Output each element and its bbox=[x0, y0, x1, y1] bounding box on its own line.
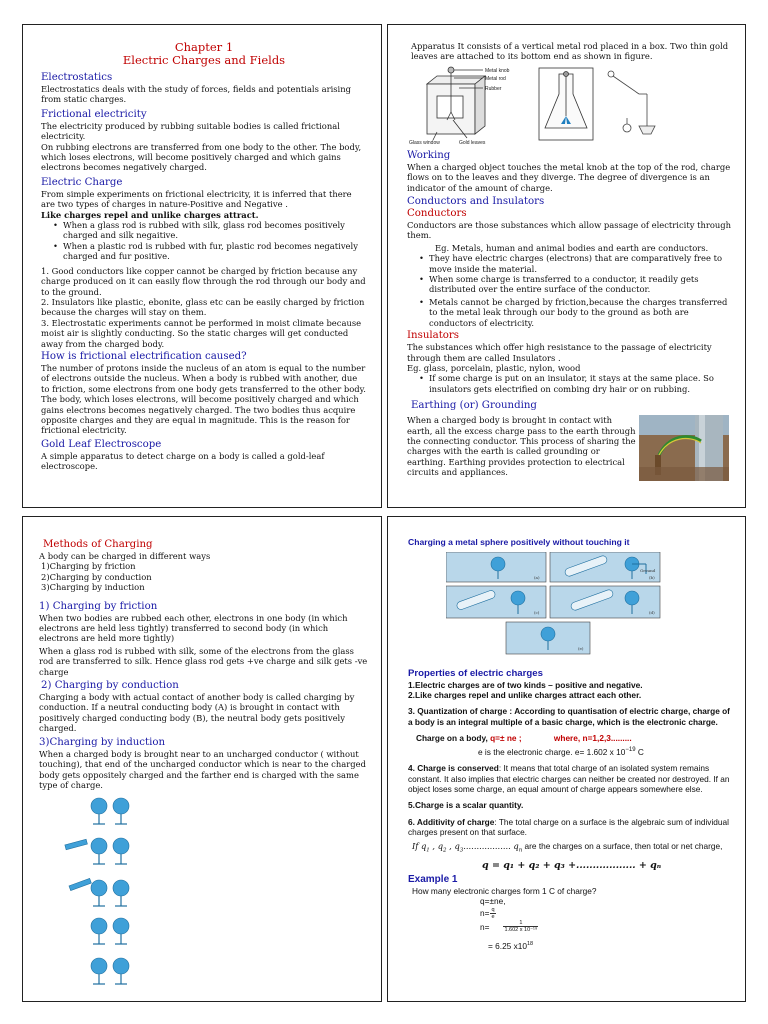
where-text: where, n=1,2,3......... bbox=[553, 732, 632, 743]
charge-equation-line bbox=[408, 733, 733, 743]
page-2 bbox=[387, 24, 746, 508]
sphere-charging-figure bbox=[446, 552, 666, 656]
property-3-text: : According to quantisation of electric charge, charge of a body is an integral multiple of a basic charge, which is the electronic charge. bbox=[408, 706, 730, 727]
label-a: (a) bbox=[534, 574, 540, 580]
page-3 bbox=[22, 516, 382, 1002]
charge-eq-label: Charge on a body, bbox=[416, 732, 491, 743]
insulators-heading: Insulators bbox=[407, 330, 460, 342]
gold-leaf-heading: Gold Leaf Electroscope bbox=[41, 438, 162, 450]
induction-text: When a charged body is brought near to an uncharged conductor ( without touching), that end of the uncharged conductor which is near to the charged body gets oppositely charged and the farther end is charged with the same type of charge. bbox=[39, 748, 366, 790]
label-glass-window: Glass window bbox=[409, 139, 440, 146]
example-step-2: n= $\frac{q}{e}$ bbox=[480, 906, 495, 920]
earthing-heading: Earthing (or) Grounding bbox=[411, 400, 537, 412]
list-item: • If some charge is put on an insulator, it stays at the same place. So insulators gets electrified on combing dry hair or on rubbing. bbox=[419, 373, 733, 394]
label-rubber: Rubber bbox=[485, 85, 502, 92]
friction-text-2: When a glass rod is rubbed with silk, some of the electrons from the glass rod are transferred to silk. Hence glass rod gets +ve charge and silk gets -ve charge bbox=[39, 645, 368, 677]
charge-bullets bbox=[41, 220, 367, 262]
property-6-text: : The total charge on a surface is the algebraic sum of individual charges present on that surface. bbox=[408, 816, 729, 837]
frictional-text-1: The electricity produced by rubbing suitable bodies is called frictional electricity. bbox=[41, 120, 340, 142]
fraction-1-e bbox=[503, 920, 538, 934]
properties-heading: Properties of electric charges bbox=[408, 667, 543, 679]
gold-leaf-text: A simple apparatus to detect charge on a body is called a gold-leaf electroscope. bbox=[41, 450, 325, 472]
methods-intro: A body can be charged in different ways bbox=[39, 551, 211, 561]
fraction-q-e bbox=[490, 907, 495, 920]
property-4-text: : It means that total charge of an isolated system remains constant. It also implies that electric charges can neither be created nor destroyed. If an object loses some charge, an equal amount of charge appears somewhere else. bbox=[408, 763, 730, 794]
fraction-den: 1.602 x 10⁻¹⁹ bbox=[504, 927, 538, 934]
why-heading: How is frictional electrification caused? bbox=[41, 350, 247, 362]
property-4-title: 4. Charge is conserved bbox=[408, 763, 499, 774]
label-metal-rod: Metal rod bbox=[485, 75, 506, 82]
property-4 bbox=[408, 763, 733, 794]
result-text: = 6.25 x10 bbox=[488, 940, 527, 951]
conduction-text: Charging a body with actual contact of another body is called charging by conduction. If a neutral conducting body (A) is brought in contact with positively charged conducting body (B), the neutral body gets positively charged. bbox=[39, 692, 355, 734]
earthing-block bbox=[407, 415, 733, 481]
like-charges-text: Like charges repel and unlike charges attract. bbox=[41, 209, 259, 220]
friction-heading: 1) Charging by friction bbox=[39, 600, 158, 612]
example-step-3: n= $\frac{1}{\text{1.602 x 10⁻¹⁹}}$ bbox=[480, 919, 538, 934]
induction-figure bbox=[55, 794, 165, 992]
why-text: The number of protons inside the nucleus of an atom is equal to the number of electrons outside the nucleus. When a body is rubbed with another, due to friction, some electrons from one body gets transferred to the other body. The body, which loses electrons, will become positively charged and which gains electrons becomes negatively charged. The two bodies thus acquire opposite charges and they are equal in magnitude. This is the reason for frictional electricity. bbox=[41, 362, 366, 436]
methods-heading: Methods of Charging bbox=[43, 539, 153, 550]
example-heading: Example 1 bbox=[408, 874, 458, 886]
conductors-text: Conductors are those substances which allow passage of electricity through them. bbox=[407, 220, 732, 241]
property-5: 5.Charge is a scalar quantity. bbox=[408, 800, 524, 811]
label-e: (e) bbox=[578, 645, 584, 651]
electric-charge-text: From simple experiments on frictional electricity, it is inferred that there are two types of charges in nature-Positive and Negative . bbox=[41, 188, 352, 210]
label-metal-knob: Metal knob bbox=[485, 67, 510, 74]
earthing-photo bbox=[639, 415, 729, 481]
property-6 bbox=[408, 817, 733, 838]
property-3-title: 3. Quantization of charge bbox=[408, 706, 508, 717]
e-exponent: −19 bbox=[625, 747, 636, 754]
sum-equation: q = q₁ + q₂ + q₃ +.................. + qₙ bbox=[482, 860, 662, 872]
example-step-1: q=±ne, bbox=[480, 896, 506, 907]
fraction-num: 1 bbox=[519, 919, 523, 926]
frictional-text-2: On rubbing electrons are transferred from one body to the other. The body, which loses electrons, will become positively charged and which gains electrons becomes negatively charged. bbox=[41, 141, 362, 173]
induction-heading: 3)Charging by induction bbox=[39, 736, 166, 748]
list-item: • When a glass rod is rubbed with silk, glass rod becomes positively charged and silk negaitive. bbox=[53, 220, 367, 241]
property-2: 2.Like charges repel and unlike charges attract each other. bbox=[408, 689, 642, 700]
label-d: (d) bbox=[649, 609, 655, 615]
chapter-title: Electric Charges and Fields bbox=[122, 53, 286, 67]
electronic-charge-line bbox=[408, 745, 733, 757]
point-3: 3. Electrostatic experiments cannot be performed in moist climate because moist air is slightly conducting. So the static charges will get conducted away from the charged body. bbox=[41, 317, 362, 349]
e-unit: C bbox=[635, 746, 644, 757]
insulators-text: The substances which offer high resistance to the passage of electricity through them are called Insulators . bbox=[407, 342, 712, 363]
method-1: 1)Charging by friction bbox=[41, 561, 136, 572]
earthing-text: When a charged body is brought in contact with earth, all the excess charge pass to the earth through the connecting conductor. This process of sharing the charges with the earth is called grounding or earthing. Earthing provides protection to electrical circuits and appliances. bbox=[407, 415, 636, 478]
list-item: • Metals cannot be charged by friction,because the charges transferred to the metal leak through our body to the ground as both are conductors of electricity. bbox=[419, 297, 733, 328]
property-6-title: 6. Additivity of charge bbox=[408, 816, 495, 827]
electric-charge-heading: Electric Charge bbox=[41, 176, 123, 188]
charges-line-text: are the charges on a surface, then total or net charge, bbox=[524, 841, 723, 852]
insulators-bullets bbox=[407, 373, 733, 394]
working-text: When a charged object touches the metal knob at the top of the rod, charge flows on to the leaves and they diverge. The degree of divergence is an indicator of the amount of charge. bbox=[407, 161, 731, 193]
electroscope-figure bbox=[407, 66, 727, 146]
conductors-eg: Eg. Metals, human and animal bodies and earth are conductors. bbox=[435, 242, 709, 253]
fraction-den: e bbox=[491, 913, 495, 920]
page-4 bbox=[387, 516, 746, 1002]
electrostatics-text: Electrostatics deals with the study of forces, fields and potentials arising from static charges. bbox=[41, 84, 351, 105]
fraction-num: q bbox=[491, 906, 495, 913]
apparatus-text: Apparatus It consists of a vertical metal rod placed in a box. Two thin gold leaves are attached to its bottom end as shown in figure. bbox=[411, 41, 729, 62]
list-item: • When a plastic rod is rubbed with fur, plastic rod becomes negatively charged and fur positive. bbox=[53, 241, 367, 262]
method-3: 3)Charging by induction bbox=[41, 582, 145, 593]
list-item: • They have electric charges (electrons) that are comparatively free to move inside the material. bbox=[419, 253, 733, 274]
label-ground: Ground bbox=[640, 567, 656, 573]
friction-text-1: When two bodies are rubbed each other, electrons in one body (in which electrons are held less tightly) transferred to second body (in which electrons are held more tightly) bbox=[39, 612, 348, 644]
charges-line: If $q_1$ , $q_2$ , $q_3$.................. $q_n$ are the charges on a surface, then total or net charge, bbox=[412, 841, 723, 854]
e-text: e is the electronic charge. e= 1.602 x 10 bbox=[478, 746, 626, 757]
conductors-bullets bbox=[407, 253, 733, 328]
method-2: 2)Charging by conduction bbox=[41, 571, 152, 582]
label-b: (b) bbox=[649, 574, 655, 580]
page-1 bbox=[22, 24, 382, 508]
example-result bbox=[408, 939, 733, 951]
electrostatics-heading: Electrostatics bbox=[41, 72, 113, 83]
conduction-heading: 2) Charging by conduction bbox=[41, 680, 179, 692]
working-heading: Working bbox=[407, 149, 451, 161]
point-1: 1. Good conductors like copper cannot be charged by friction because any charge produced on it can easily flow through the rod through our body and to the ground. bbox=[41, 265, 366, 297]
sphere-heading: Charging a metal sphere positively without touching it bbox=[408, 537, 630, 547]
example-question: How many electronic charges form 1 C of charge? bbox=[412, 886, 597, 897]
property-1: 1.Electric charges are of two kinds – positive and negative. bbox=[408, 679, 643, 690]
list-item: • When some charge is transferred to a conductor, it readily gets distributed over the entire surface of the conductor. bbox=[419, 274, 733, 295]
property-3 bbox=[408, 706, 733, 727]
charge-eq: q=± ne ; bbox=[490, 732, 522, 743]
result-exponent: 18 bbox=[526, 940, 534, 947]
conductors-heading: Conductors bbox=[407, 208, 467, 220]
conductors-insulators-heading: Conductors and Insulators bbox=[407, 196, 545, 208]
chapter-number: Chapter 1 bbox=[174, 40, 234, 54]
frictional-heading: Frictional electricity bbox=[41, 108, 147, 120]
label-gold-leaves: Gold leaves bbox=[459, 139, 486, 146]
label-c: (c) bbox=[534, 609, 540, 615]
point-2: 2. Insulators like plastic, ebonite, glass etc can be easily charged by friction because the charges will stay on them. bbox=[41, 296, 365, 318]
insulators-eg: Eg. glass, porcelain, plastic, nylon, wood bbox=[407, 362, 581, 373]
